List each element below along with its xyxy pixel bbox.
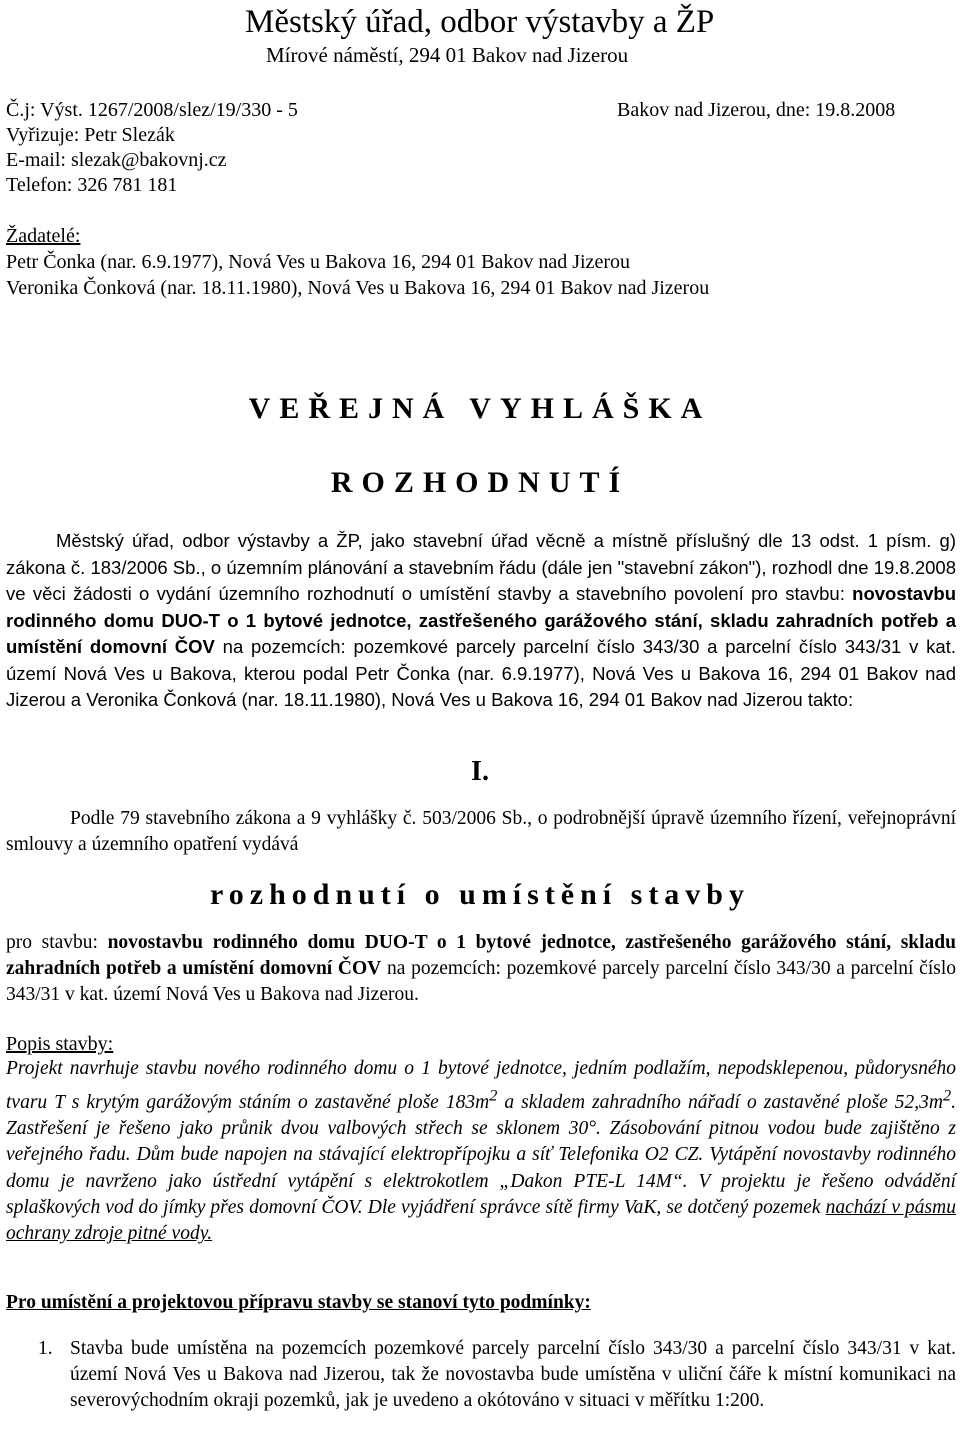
description-text-3: . Zastřešení je řešeno jako průnik dvou valbových střech se sklonem 30°. Zásobování pitnou vodou bude zajištěno z veřejného řadu. Dům bude napojen na stávající elektropřípojku a síť Telefonika O2 CZ. Vytápění novostavby rodinného domu je navrženo jako ústřední vytápění s elektrokotlem „Dakon PTE-L 14M“. V projektu je řešeno odvádění splaškových vod do jímky přes domovní ČOV. Dle vyjádření správce sítě firmy VaK, se dotčený pozemek (6, 1091, 956, 1218)
heading-decision: ROZHODNUTÍ (330, 466, 630, 499)
description-water-zone: nachází v pásmu ochrany zdroje pitné vody. (6, 1196, 956, 1245)
decision-suffix: na pozemcích: pozemkové parcely parcelní číslo 343/30 a parcelní číslo 343/31 v kat. území Nová Ves u Bakova nad Jizerou. (6, 958, 956, 1005)
description-text-1: Projekt navrhuje stavbu nového rodinného domu o 1 bytové jednotce, jedním podlažím, nepodsklepenou, půdorysného tvaru T s krytým garážovým stáním o zastavěné ploše 183m (6, 1058, 956, 1113)
intro-text-2: na pozemcích: pozemkové parcely parcelní číslo 343/30 a parcelní číslo 343/31 v kat. území Nová Ves u Bakova, kterou podal Petr Čonka (nar. 6.9.1977), Nová Ves u Bakova 16, 294 01 Bakov nad Jizerou a Veronika Čonková (nar. 18.11.1980), Nová Ves u Bakova 16, 294 01 Bakov nad Jizerou takto: (6, 636, 956, 710)
office-title: Městský úřad, odbor výstavby a ŽP (245, 4, 715, 40)
legal-basis-text: Podle 79 stavebního zákona a 9 vyhlášky č. 503/2006 Sb., o podrobnější úpravě územního řízení, veřejnoprávní smlouvy a územního opatření vydává (6, 808, 956, 855)
applicants-label-text: Žadatelé: (6, 225, 81, 247)
description-paragraph (6, 1056, 956, 1248)
heading-public-notice: VEŘEJNÁ VYHLÁŠKA (248, 392, 712, 425)
conditions-heading-text: Pro umístění a projektovou přípravu stavby se stanoví tyto podmínky: (6, 1292, 591, 1313)
condition-1-number: 1. (38, 1338, 53, 1359)
email: E-mail: slezak@bakovnj.cz (6, 149, 227, 171)
intro-building-bold: novostavbu rodinného domu DUO-T o 1 bytové jednotce, zastřešeného garážového stání, skladu zahradních potřeb a umístění domovní ČOV (6, 583, 956, 657)
place-date: Bakov nad Jizerou, dne: 19.8.2008 (617, 99, 896, 121)
reference-number: Č.j: Výst. 1267/2008/slez/19/330 - 5 (6, 99, 298, 121)
heading-placement-decision: rozhodnutí o umístění stavby (209, 878, 750, 911)
applicants-label (6, 222, 80, 250)
telephone: Telefon: 326 781 181 (6, 174, 178, 196)
intro-paragraph (6, 528, 956, 714)
applicant-2: Veronika Čonková (nar. 18.11.1980), Nová Ves u Bakova 16, 294 01 Bakov nad Jizerou (6, 277, 710, 299)
handled-by: Vyřizuje: Petr Slezák (6, 124, 175, 146)
decision-paragraph (6, 930, 956, 1008)
legal-basis-paragraph (6, 806, 956, 858)
section-roman-one: I. (471, 756, 489, 787)
condition-1-text: Stavba bude umístěna na pozemcích pozemkové parcely parcelní číslo 343/30 a parcelní číslo 343/31 v kat. území Nová Ves u Bakova nad Jizerou, tak že novostavba bude umístěna v uliční čáře k místní komunikaci na severovýchodním okraji pozemků, jak je uvedeno a okótováno v situaci v měřítku 1:200. (70, 1338, 956, 1411)
applicant-1: Petr Čonka (nar. 6.9.1977), Nová Ves u Bakova 16, 294 01 Bakov nad Jizerou (6, 251, 630, 273)
decision-building-bold: novostavbu rodinného domu DUO-T o 1 bytové jednotce, zastřešeného garážového stání, skladu zahradních potřeb a umístění domovní ČOV (6, 932, 956, 979)
description-label (6, 1030, 113, 1058)
decision-prefix: pro stavbu: (6, 932, 108, 953)
superscript-2a: 2 (489, 1086, 498, 1105)
intro-text-1: Městský úřad, odbor výstavby a ŽP, jako stavební úřad věcně a místně příslušný dle 13 odst. 1 písm. g) zákona č. 183/2006 Sb., o územním plánování a stavebním řádu (dále jen "stavební zákon"), rozhodl dne 19.8.2008 ve věci žádosti o vydání územního rozhodnutí o umístění stavby a stavebního povolení pro stavbu: (6, 530, 956, 604)
description-text-2: a skladem zahradního nářadí o zastavěné ploše 52,3m (497, 1091, 943, 1113)
office-address: Mírové náměstí, 294 01 Bakov nad Jizerou (266, 43, 629, 67)
superscript-2b: 2 (943, 1086, 952, 1105)
conditions-heading (6, 1290, 591, 1316)
description-label-text: Popis stavby: (6, 1033, 114, 1055)
